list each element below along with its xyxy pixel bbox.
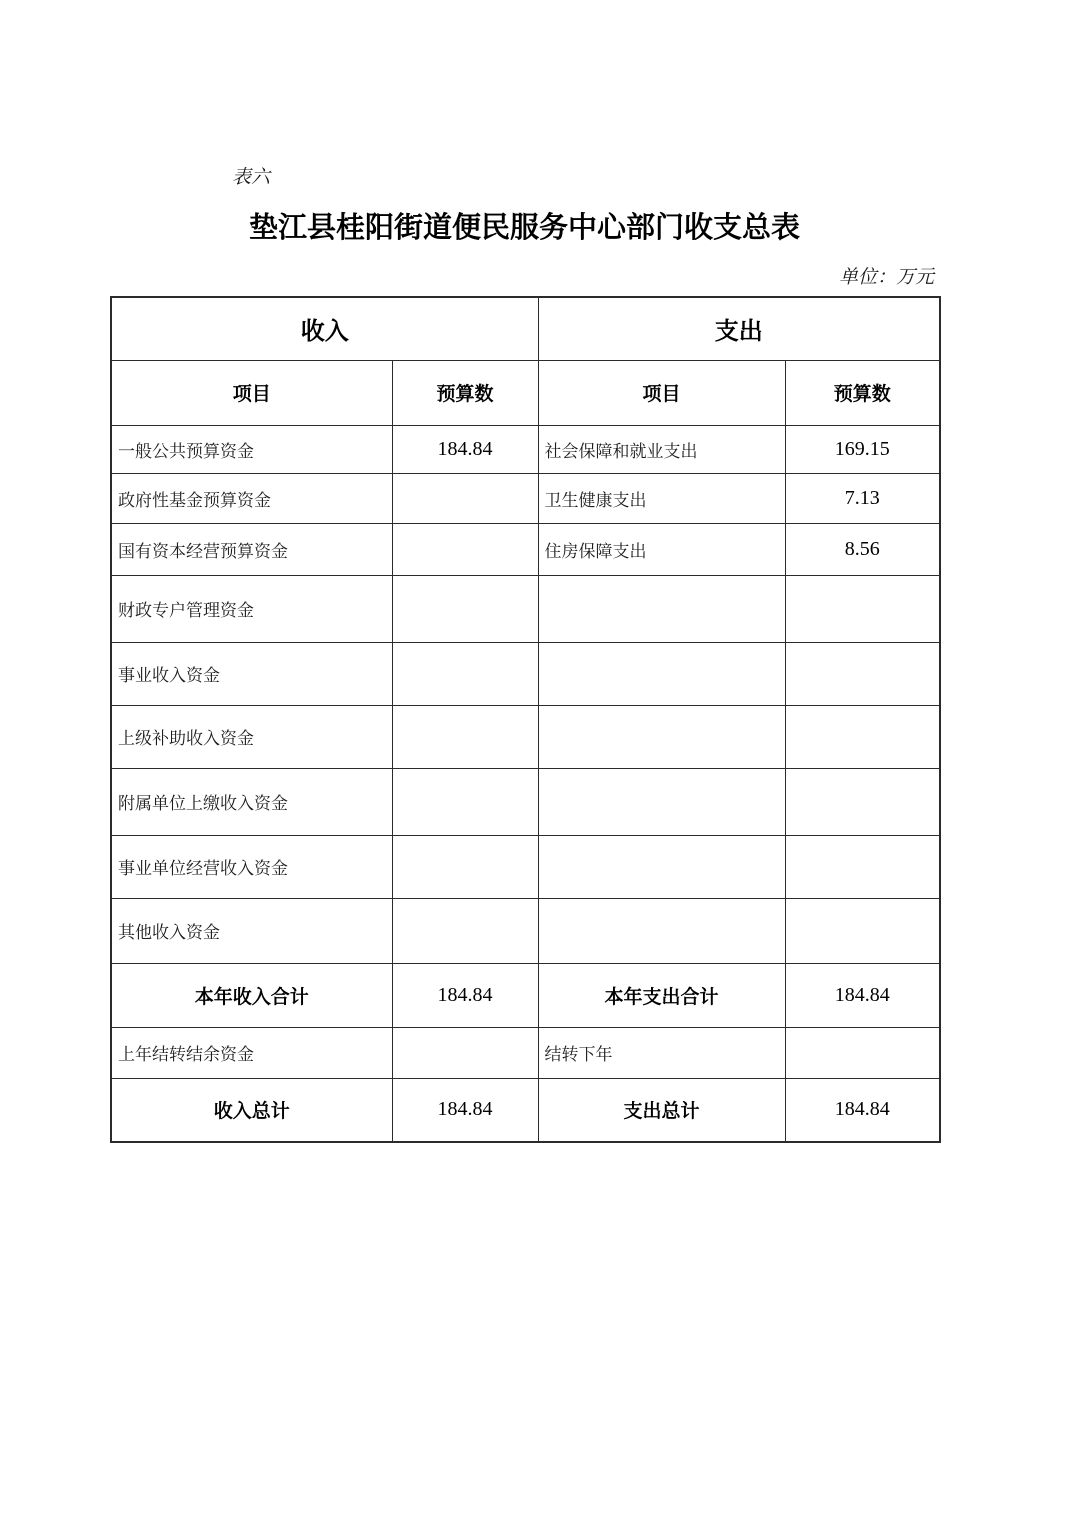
income-item-column-header: 项目 [111,360,392,425]
expenditure-item-cell [538,575,785,642]
expenditure-item-cell: 住房保障支出 [538,523,785,575]
income-item-cell: 上级补助收入资金 [111,705,392,768]
expenditure-value-cell [785,642,940,705]
column-header-row [111,360,940,425]
income-group-header: 收入 [111,297,538,360]
income-total-value: 184.84 [392,963,538,1027]
income-value-cell [392,898,538,963]
expenditure-item-cell [538,898,785,963]
expenditure-total-value: 184.84 [785,963,940,1027]
income-budget-column-header: 预算数 [392,360,538,425]
income-item-cell: 一般公共预算资金 [111,425,392,473]
expenditure-value-cell [785,575,940,642]
table-row [111,1027,940,1078]
income-total-label: 本年收入合计 [111,963,392,1027]
expenditure-group-header: 支出 [538,297,940,360]
table-row [111,523,940,575]
income-value-cell [392,1027,538,1078]
document-title: 垫江县桂阳街道便民服务中心部门收支总表 [248,212,800,244]
table-row [111,425,940,473]
income-value-cell: 184.84 [392,425,538,473]
income-grand-total-label: 收入总计 [111,1078,392,1142]
income-value-cell [392,523,538,575]
expenditure-grand-total-label: 支出总计 [538,1078,785,1142]
income-item-cell: 上年结转结余资金 [111,1027,392,1078]
table-row [111,705,940,768]
expenditure-item-cell: 卫生健康支出 [538,473,785,523]
expenditure-value-cell [785,768,940,835]
table-row [111,835,940,898]
income-item-cell: 其他收入资金 [111,898,392,963]
income-item-cell: 事业单位经营收入资金 [111,835,392,898]
expenditure-item-cell [538,705,785,768]
table-row-total-current-year [111,963,940,1027]
expenditure-grand-total-value: 184.84 [785,1078,940,1142]
budget-summary-table [110,296,941,1143]
expenditure-item-cell [538,768,785,835]
expenditure-budget-column-header: 预算数 [785,360,940,425]
income-item-cell: 财政专户管理资金 [111,575,392,642]
income-item-cell: 附属单位上缴收入资金 [111,768,392,835]
income-item-cell: 政府性基金预算资金 [111,473,392,523]
income-value-cell [392,473,538,523]
expenditure-value-cell [785,898,940,963]
table-row [111,473,940,523]
table-row [111,898,940,963]
expenditure-value-cell: 169.15 [785,425,940,473]
group-header-row [111,297,940,360]
income-grand-total-value: 184.84 [392,1078,538,1142]
income-item-cell: 国有资本经营预算资金 [111,523,392,575]
expenditure-value-cell [785,705,940,768]
income-value-cell [392,705,538,768]
expenditure-value-cell [785,835,940,898]
expenditure-value-cell: 8.56 [785,523,940,575]
income-value-cell [392,642,538,705]
income-item-cell: 事业收入资金 [111,642,392,705]
income-value-cell [392,575,538,642]
income-value-cell [392,768,538,835]
expenditure-item-column-header: 项目 [538,360,785,425]
expenditure-item-cell [538,642,785,705]
unit-label: 单位：万元 [838,267,934,288]
table-row [111,575,940,642]
income-value-cell [392,835,538,898]
expenditure-total-label: 本年支出合计 [538,963,785,1027]
expenditure-item-cell: 结转下年 [538,1027,785,1078]
expenditure-item-cell: 社会保障和就业支出 [538,425,785,473]
expenditure-value-cell [785,1027,940,1078]
expenditure-item-cell [538,835,785,898]
expenditure-value-cell: 7.13 [785,473,940,523]
table-row-grand-total [111,1078,940,1142]
table-row [111,642,940,705]
table-number-label: 表六 [232,167,271,188]
table-row [111,768,940,835]
